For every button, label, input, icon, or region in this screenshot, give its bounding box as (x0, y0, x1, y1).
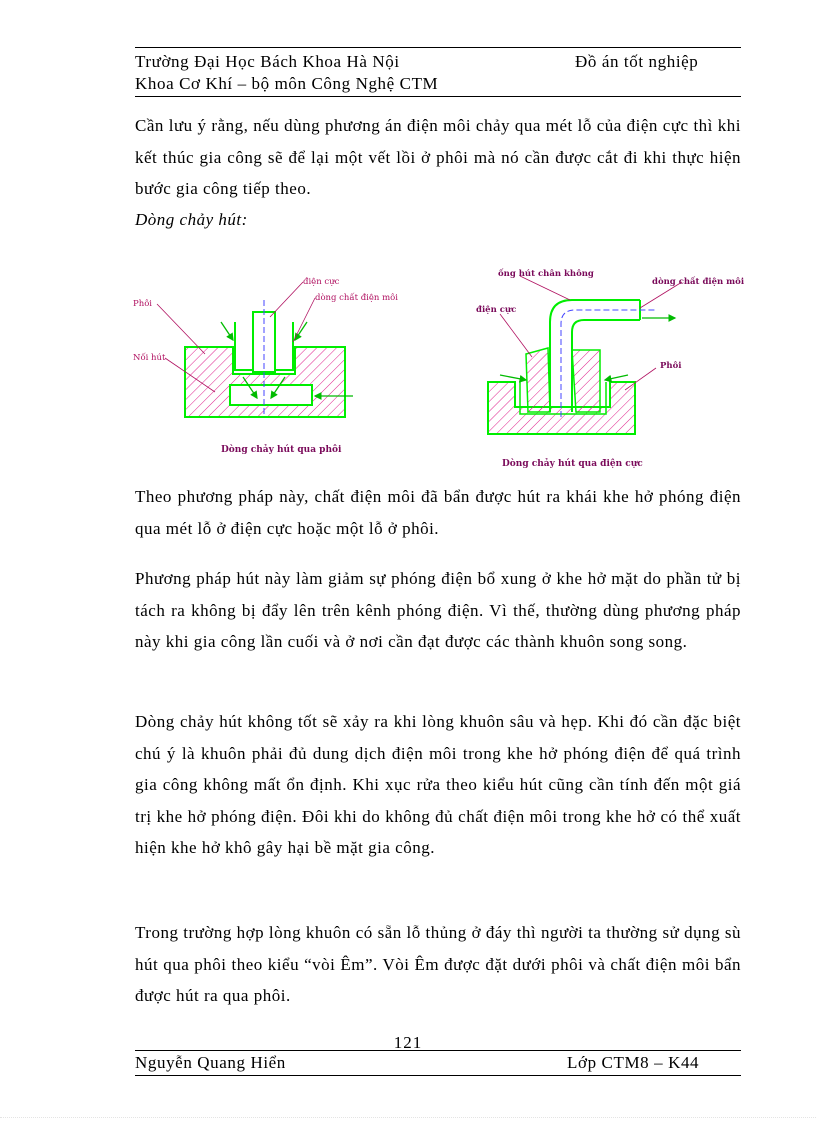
paragraph-2: Theo phương pháp này, chất điện môi đã bẩn được hút ra khái khe hở phóng điện qua mét lỗ ở điện cực hoặc một lỗ ở phôi. (135, 487, 741, 538)
label-suction-tube: ống hút chân không (498, 269, 594, 279)
label-electrode: điện cực (476, 305, 517, 315)
page-edge (0, 1117, 816, 1118)
footer-bottom-rule (135, 1075, 741, 1076)
figure-right-caption: Dòng chảy hút qua điện cực (502, 459, 643, 469)
label-electrode: điện cực (303, 277, 340, 287)
label-workpiece: Phôi (133, 299, 153, 309)
header-university: Trường Đại Học Bách Khoa Hà Nội (135, 52, 400, 71)
footer-author: Nguyễn Quang Hiển (135, 1053, 286, 1072)
paragraph-3: Phương pháp hút này làm giảm sự phóng điện bổ xung ở khe hở mặt do phần tử bị tách ra không bị đẩy lên trên kênh phóng điện. Vì thế, thường dùng phương pháp này khi gia công lần cuối và ở nơi cần đạt được các thành khuôn song song. (135, 569, 741, 651)
paragraph-4: Dòng chảy hút không tốt sẽ xảy ra khi lòng khuôn sâu và hẹp. Khi đó cần đặc biệt chú ý là khuôn phải đủ dung dịch điện môi trong khe hở phóng điện để quá trình gia công không mất ổn định. Khi xục rửa theo kiểu hút cũng cần tính đến một giá trị khe hở phóng điện. Đôi khi do không đủ chất điện môi trong khe hở có thể xuất hiện khe hở khô gây hại bề mặt gia công. (135, 712, 741, 857)
figure-suction-through-workpiece (125, 262, 398, 467)
header-bottom-rule (135, 96, 741, 97)
label-dirty-dielectric: dòng chất điện môi (315, 293, 398, 303)
header-doc-type: Đồ án tốt nghiệp (575, 52, 699, 71)
paragraph-5: Trong trường hợp lòng khuôn có sẵn lỗ thủng ở đáy thì người ta thường sử dụng sù hút qua phôi theo kiểu “vòi Êm”. Vòi Êm được đặt dưới phôi và chất điện môi bẩn được hút ra qua phôi. (135, 923, 741, 1005)
subheading-suction-flow: Dòng chảy hút: (135, 210, 248, 229)
label-workpiece: Phôi (660, 361, 682, 371)
header-faculty: Khoa Cơ Khí – bộ môn Công Nghệ CTM (135, 74, 439, 93)
footer-top-rule (135, 1050, 741, 1051)
footer-class: Lớp CTM8 – K44 (567, 1053, 700, 1072)
label-dirty-dielectric: dòng chất điện môi (652, 277, 745, 287)
figure-suction-through-electrode (460, 262, 760, 472)
paragraph-1: Cần lưu ý rằng, nếu dùng phương án điện môi chảy qua mét lỗ của điện cực thì khi kết thúc gia công sẽ để lại một vết lồi ở phôi mà nó cần được cắt đi khi thực hiện bước gia công tiếp theo. (135, 116, 741, 198)
page-number: 121 (393, 1033, 423, 1052)
label-suction-nozzle: Nối hút (133, 353, 166, 363)
workpiece-body (185, 347, 345, 417)
figure-left-caption: Dòng chảy hút qua phôi (221, 445, 342, 455)
header-top-rule (135, 47, 741, 48)
electrode-walls (520, 348, 606, 414)
